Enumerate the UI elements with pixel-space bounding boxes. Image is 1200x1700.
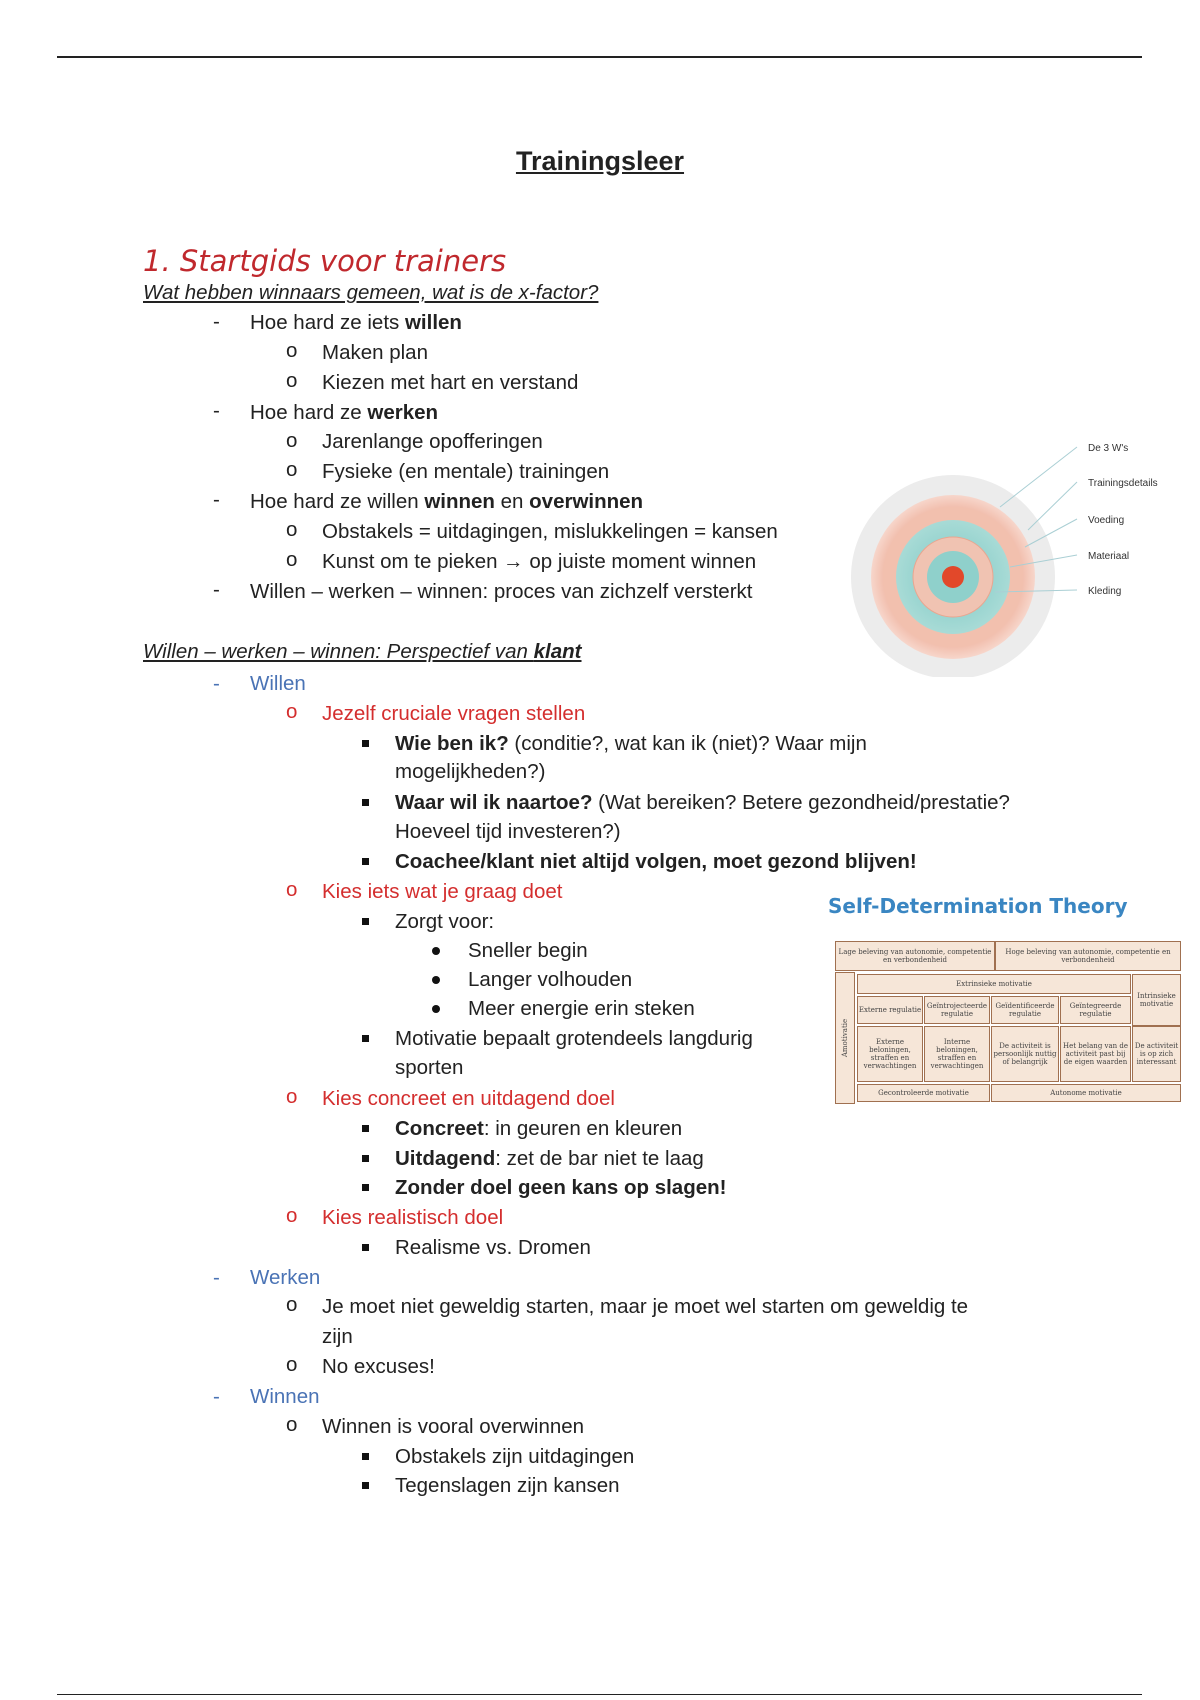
- square-bullet: [362, 1482, 369, 1489]
- target-diagram: [845, 432, 1175, 677]
- pointer-line: [1000, 447, 1077, 507]
- list-item: [395, 789, 1010, 817]
- dash-marker: -: [213, 578, 220, 601]
- heading-text: Willen – werken – winnen: Perspectief van: [143, 640, 534, 663]
- dash-marker: -: [213, 1266, 220, 1289]
- round-bullet: [432, 947, 440, 955]
- list-item: [250, 309, 462, 337]
- item-text: (conditie?, wat kan ik (niet)? Waar mijn: [508, 732, 867, 755]
- item-text: Hoe hard ze iets: [250, 311, 405, 334]
- o-marker: o: [286, 1085, 298, 1108]
- top-rule: [57, 56, 1142, 58]
- list-item-cont: mogelijkheden?): [395, 760, 546, 783]
- bullseye: [942, 566, 964, 588]
- list-item: [250, 488, 643, 516]
- section-heading: 1. Startgids voor trainers: [143, 244, 507, 278]
- o-marker: o: [286, 369, 298, 392]
- o-marker: o: [286, 1413, 298, 1436]
- list-item-cont: sporten: [395, 1056, 464, 1079]
- list-item: [395, 1145, 704, 1173]
- item-bold: Waar wil ik naartoe?: [395, 791, 593, 814]
- o-marker: o: [286, 700, 298, 723]
- sdt-r1-cell: Geïdentificeerde regulatie: [991, 996, 1059, 1024]
- list-item-cont: zijn: [322, 1325, 353, 1348]
- list-item-werken: Werken: [250, 1266, 321, 1289]
- round-bullet: [432, 1005, 440, 1013]
- item-bold: winnen: [424, 490, 495, 513]
- sdt-r2-cell: Interne beloningen, straffen en verwachtingen: [924, 1026, 990, 1082]
- sdt-head-right: Hoge beleving van autonomie, competentie en verbondenheid: [995, 941, 1181, 971]
- square-bullet: [362, 858, 369, 865]
- dash-marker: -: [213, 310, 220, 333]
- item-bold: Zonder doel geen kans op slagen!: [395, 1176, 727, 1199]
- sdt-head-left: Lage beleving van autonomie, competentie en verbondenheid: [835, 941, 995, 971]
- section2-heading: [143, 640, 582, 664]
- dash-marker: -: [213, 1385, 220, 1408]
- square-bullet: [362, 740, 369, 747]
- list-item: Jarenlange opofferingen: [322, 430, 543, 453]
- o-marker: o: [286, 1293, 298, 1316]
- square-bullet: [362, 1035, 369, 1042]
- list-item: Kiezen met hart en verstand: [322, 371, 579, 394]
- item-text: (Wat bereiken? Betere gezondheid/prestatie?: [592, 791, 1010, 814]
- sdt-foot-right: Autonome motivatie: [991, 1084, 1181, 1102]
- list-item: Obstakels zijn uitdagingen: [395, 1445, 635, 1468]
- section-question: Wat hebben winnaars gemeen, wat is de x-factor?: [143, 281, 599, 304]
- list-item: Motivatie bepaalt grotendeels langdurig: [395, 1027, 753, 1050]
- list-item: [395, 730, 867, 758]
- list-item: [395, 1115, 682, 1143]
- list-item: No excuses!: [322, 1355, 435, 1378]
- item-bold: overwinnen: [529, 490, 644, 513]
- list-item-winnen: Winnen: [250, 1385, 320, 1408]
- item-text: en: [494, 490, 530, 513]
- sdt-intrinsic: Intrinsieke motivatie: [1132, 974, 1181, 1026]
- sdt-r2-cell: Het belang van de activiteit past bij de eigen waarden: [1060, 1026, 1131, 1082]
- square-bullet: [362, 1453, 369, 1460]
- list-item: [250, 399, 438, 427]
- sdt-r1-cell: Geïntegreerde regulatie: [1060, 996, 1131, 1024]
- o-marker: o: [286, 548, 298, 571]
- list-item-cont: Hoeveel tijd investeren?): [395, 820, 621, 843]
- page-title: Trainingsleer: [515, 146, 685, 176]
- three-ws-target-figure: [845, 432, 1175, 677]
- item-text: : in geuren en kleuren: [483, 1117, 683, 1140]
- item-text: Hoe hard ze willen: [250, 490, 425, 513]
- item-text: : zet de bar niet te laag: [495, 1147, 704, 1170]
- list-item: Willen – werken – winnen: proces van zichzelf versterkt: [250, 580, 753, 603]
- o-marker: o: [286, 1204, 298, 1227]
- o-marker: o: [286, 878, 298, 901]
- list-item: Maken plan: [322, 341, 428, 364]
- square-bullet: [362, 1155, 369, 1162]
- list-item: Je moet niet geweldig starten, maar je moet wel starten om geweldig te: [322, 1295, 969, 1318]
- sdt-r2-cell: De activiteit is op zich interessant: [1132, 1026, 1181, 1082]
- item-bold: willen: [404, 311, 462, 334]
- label-voeding: Voeding: [1088, 515, 1125, 526]
- sdt-side-label: Amotivatie: [841, 1018, 849, 1058]
- list-item: [395, 1174, 726, 1202]
- list-item: Obstakels = uitdagingen, mislukkelingen = kansen: [322, 520, 778, 543]
- list-item: Realisme vs. Dromen: [395, 1236, 591, 1259]
- sdt-foot-left: Gecontroleerde motivatie: [857, 1084, 990, 1102]
- o-marker: o: [286, 339, 298, 362]
- list-item: Zorgt voor:: [395, 910, 495, 933]
- square-bullet: [362, 1184, 369, 1191]
- list-item: Kunst om te pieken → op juiste moment winnen: [322, 550, 757, 573]
- label-materiaal: Materiaal: [1088, 551, 1130, 562]
- sdt-r1-cell: Externe regulatie: [857, 996, 923, 1024]
- list-item: [395, 848, 917, 876]
- item-bold: Coachee/klant niet altijd volgen, moet gezond blijven!: [395, 850, 917, 873]
- square-bullet: [362, 799, 369, 806]
- item-text: Hoe hard ze: [250, 401, 368, 424]
- sdt-r2-cell: De activiteit is persoonlijk nuttig of belangrijk: [991, 1026, 1059, 1082]
- round-bullet: [432, 976, 440, 984]
- square-bullet: [362, 1125, 369, 1132]
- square-bullet: [362, 918, 369, 925]
- list-item: Langer volhouden: [468, 968, 633, 991]
- o-marker: o: [286, 518, 298, 541]
- sdt-extrinsic: Extrinsieke motivatie: [857, 974, 1131, 994]
- item-bold: Wie ben ik?: [395, 732, 509, 755]
- list-item: Tegenslagen zijn kansen: [395, 1474, 620, 1497]
- bottom-rule: [57, 1694, 1142, 1695]
- o-marker: o: [286, 1353, 298, 1376]
- label-de-3-ws: De 3 W's: [1088, 443, 1129, 454]
- list-item: Kies realistisch doel: [322, 1206, 504, 1229]
- heading-bold: klant: [533, 640, 582, 663]
- list-item-willen: Willen: [250, 672, 306, 695]
- sdt-r2-cell: Externe beloningen, straffen en verwachtingen: [857, 1026, 923, 1082]
- sdt-title: Self-Determination Theory: [828, 894, 1128, 918]
- item-bold: werken: [367, 401, 439, 424]
- o-marker: o: [286, 429, 298, 452]
- o-marker: o: [286, 458, 298, 481]
- list-item: Sneller begin: [468, 939, 588, 962]
- list-item: Kies iets wat je graag doet: [322, 880, 563, 903]
- list-item: Kies concreet en uitdagend doel: [322, 1087, 615, 1110]
- label-kleding: Kleding: [1088, 586, 1122, 597]
- sdt-side-amotivatie: [835, 972, 855, 1104]
- self-determination-theory-figure: [825, 885, 1185, 1113]
- item-bold: Concreet: [395, 1117, 484, 1140]
- dash-marker: -: [213, 488, 220, 511]
- list-item: Meer energie erin steken: [468, 997, 695, 1020]
- list-item: Fysieke (en mentale) trainingen: [322, 460, 610, 483]
- sdt-r1-cell: Geïntrojecteerde regulatie: [924, 996, 990, 1024]
- item-bold: Uitdagend: [395, 1147, 496, 1170]
- square-bullet: [362, 1244, 369, 1251]
- dash-marker: -: [213, 672, 220, 695]
- dash-marker: -: [213, 399, 220, 422]
- label-trainingsdetails: Trainingsdetails: [1088, 478, 1158, 489]
- list-item: Jezelf cruciale vragen stellen: [322, 702, 586, 725]
- list-item: Winnen is vooral overwinnen: [322, 1415, 585, 1438]
